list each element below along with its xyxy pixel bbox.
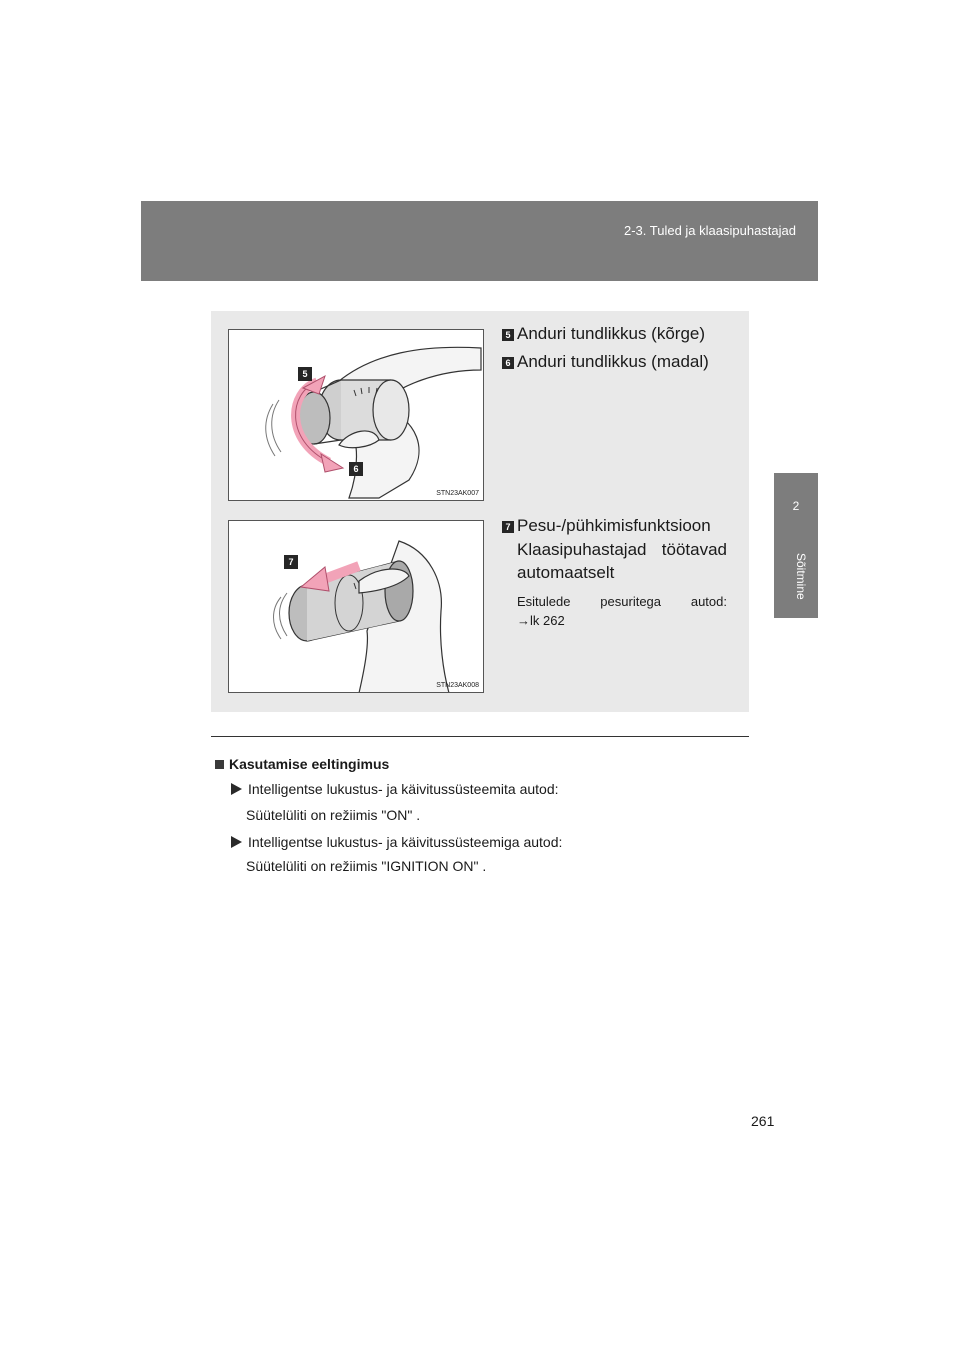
chapter-label: Sõitmine	[794, 553, 808, 600]
condition-item	[231, 781, 559, 797]
callout-5: 5	[298, 365, 315, 383]
item-number-badge: 5	[502, 329, 514, 341]
callout-6: 6	[349, 460, 366, 478]
condition-result: Süütelüliti on režiimis "ON" .	[246, 807, 421, 823]
triangle-bullet-icon	[231, 783, 242, 795]
item-label: Anduri tundlikkus (kõrge)	[517, 324, 706, 343]
chapter-header	[141, 201, 818, 281]
item-low-sensitivity	[502, 350, 709, 373]
chapter-side-tab	[774, 473, 818, 618]
figure-sensitivity-dial	[228, 329, 484, 501]
callout-7: 7	[284, 553, 301, 571]
section-title-header: 2-3. Tuled ja klaasipuhastajad	[623, 223, 796, 238]
triangle-bullet-icon	[231, 836, 242, 848]
condition-result: Süütelüliti on režiimis "IGNITION ON" .	[246, 858, 487, 874]
item-label: Anduri tundlikkus (madal)	[517, 352, 709, 371]
condition-text: Intelligentse lukustus- ja käivitussüsteemiga autod:	[248, 834, 563, 850]
item-description: Klaasipuhastajad töötavad automaatselt	[517, 540, 727, 582]
item-label: Pesu-/pühkimisfunktsioon	[517, 516, 711, 535]
section-heading	[215, 756, 389, 772]
figure-code: STN23AK008	[436, 682, 479, 689]
figure-code: STN23AK007	[436, 490, 479, 497]
item-note	[517, 592, 727, 630]
item-number-badge: 6	[502, 357, 514, 369]
wash-wipe-illustration	[229, 521, 484, 693]
square-bullet-icon	[215, 760, 224, 769]
chapter-number: 2	[792, 499, 800, 513]
condition-item	[231, 834, 562, 850]
figure-wash-wipe	[228, 520, 484, 693]
item-wash-wipe	[502, 514, 711, 537]
item-high-sensitivity	[502, 322, 705, 345]
item-note-line: Esitulede pesuritega autod:	[517, 594, 727, 609]
page-reference-link[interactable]: →lk 262	[517, 613, 565, 628]
page-number: 261	[751, 1113, 775, 1129]
section-divider	[211, 736, 749, 737]
condition-text: Intelligentse lukustus- ja käivitussüsteemita autod:	[248, 781, 559, 797]
item-number-badge: 7	[502, 521, 514, 533]
section-heading-text: Kasutamise eeltingimus	[229, 756, 390, 772]
